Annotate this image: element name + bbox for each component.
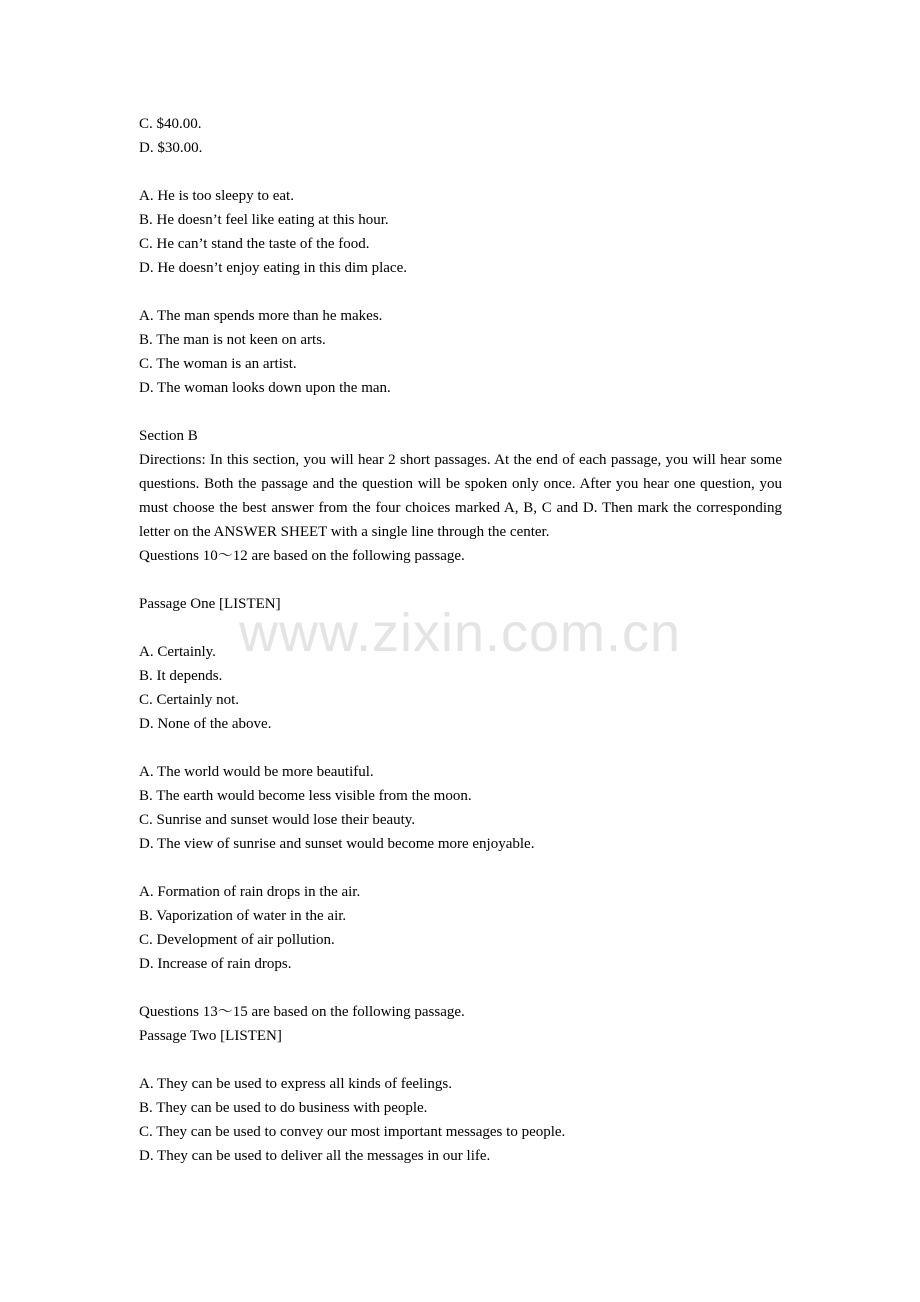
option-d: D. He doesn’t enjoy eating in this dim place. bbox=[139, 260, 408, 276]
spacer bbox=[139, 280, 782, 304]
spacer bbox=[139, 616, 782, 640]
option-b: B. He doesn’t feel like eating at this hour. bbox=[139, 212, 389, 228]
option-c: C. $40.00. bbox=[139, 116, 202, 132]
option-d: D. They can be used to deliver all the messages in our life. bbox=[139, 1148, 491, 1164]
question-options-eating bbox=[139, 184, 782, 280]
option-c: C. Certainly not. bbox=[139, 692, 239, 708]
option-b: B. The earth would become less visible from the moon. bbox=[139, 788, 472, 804]
section-b bbox=[139, 424, 782, 568]
question-options-q13 bbox=[139, 1072, 782, 1168]
option-c: C. Sunrise and sunset would lose their beauty. bbox=[139, 812, 416, 828]
option-d: D. Increase of rain drops. bbox=[139, 956, 292, 972]
option-b: B. Vaporization of water in the air. bbox=[139, 908, 347, 924]
option-a: A. The man spends more than he makes. bbox=[139, 308, 383, 324]
question-options-q11 bbox=[139, 760, 782, 856]
spacer bbox=[139, 736, 782, 760]
option-b: B. It depends. bbox=[139, 668, 223, 684]
option-b: B. They can be used to do business with people. bbox=[139, 1100, 428, 1116]
option-a: A. Formation of rain drops in the air. bbox=[139, 884, 361, 900]
spacer bbox=[139, 856, 782, 880]
option-a: A. They can be used to express all kinds of feelings. bbox=[139, 1076, 452, 1092]
option-a: A. Certainly. bbox=[139, 644, 216, 660]
spacer bbox=[139, 160, 782, 184]
question-options-q12 bbox=[139, 880, 782, 976]
option-b: B. The man is not keen on arts. bbox=[139, 332, 326, 348]
option-d: D. None of the above. bbox=[139, 716, 272, 732]
document-page bbox=[139, 112, 782, 1168]
option-a: A. He is too sleepy to eat. bbox=[139, 188, 294, 204]
spacer bbox=[139, 1048, 782, 1072]
option-d: D. $30.00. bbox=[139, 140, 203, 156]
option-d: D. The woman looks down upon the man. bbox=[139, 380, 391, 396]
option-a: A. The world would be more beautiful. bbox=[139, 764, 374, 780]
spacer bbox=[139, 400, 782, 424]
question-options-arts bbox=[139, 304, 782, 400]
passage-two-title: Passage Two [LISTEN] bbox=[139, 1028, 282, 1044]
option-c: C. The woman is an artist. bbox=[139, 356, 297, 372]
questions-note: Questions 13～15 are based on the following passage. bbox=[139, 1004, 465, 1020]
watermark: www.zixin.com.cn bbox=[238, 603, 682, 663]
directions-paragraph: Directions: In this section, you will hear 2 short passages. At the end of each passage, you will hear some questions. Both the passage and the question will be spoken only once. After you hear one question, you must choose the best answer from the four choices marked A, B, C and D. Then mark the corresponding letter on the ANSWER SHEET with a single line through the center. bbox=[139, 452, 782, 540]
spacer bbox=[139, 568, 782, 592]
option-d: D. The view of sunrise and sunset would become more enjoyable. bbox=[139, 836, 535, 852]
questions-note: Questions 10～12 are based on the following passage. bbox=[139, 548, 465, 564]
question-options-q10 bbox=[139, 640, 782, 736]
question-options-price bbox=[139, 112, 782, 160]
spacer bbox=[139, 976, 782, 1000]
option-c: C. Development of air pollution. bbox=[139, 932, 335, 948]
option-c: C. They can be used to convey our most important messages to people. bbox=[139, 1124, 566, 1140]
section-heading: Section B bbox=[139, 428, 198, 444]
option-c: C. He can’t stand the taste of the food. bbox=[139, 236, 370, 252]
passage-one-title: Passage One [LISTEN] bbox=[139, 596, 281, 612]
